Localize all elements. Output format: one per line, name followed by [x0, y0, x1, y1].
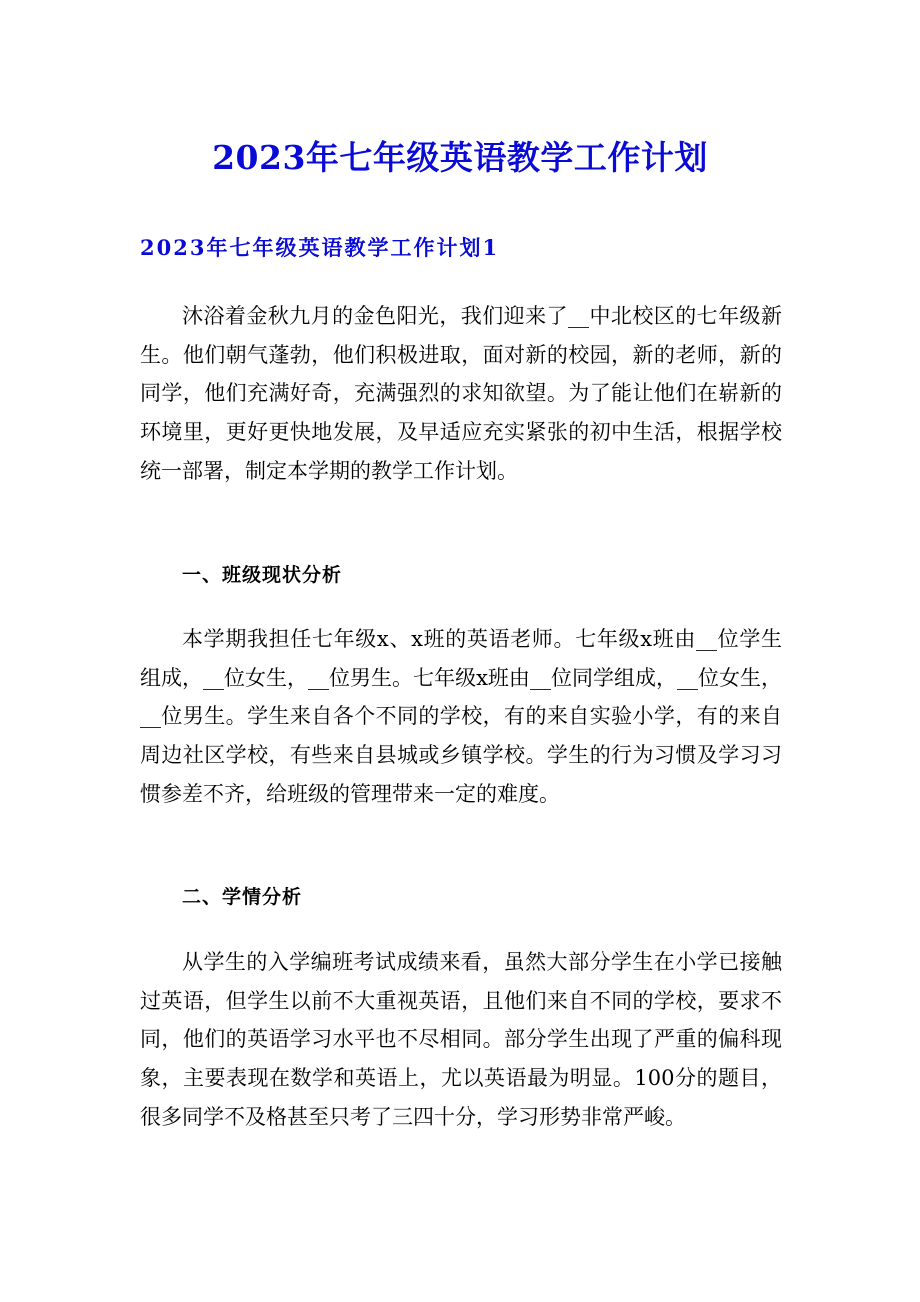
- paragraph-class-analysis: 本学期我担任七年级x、x班的英语老师。七年级x班由__位学生组成，__位女生，__位男生。七年级x班由__位同学组成，__位女生，__位男生。学生来自各个不同的学校，有的来自实验小学，有的来自周边社区学校，有些来自县城或乡镇学校。学生的行为习惯及学习习惯参差不齐，给班级的管理带来一定的难度。: [140, 627, 782, 806]
- subheading-class-analysis: 一、班级现状分析: [182, 564, 343, 586]
- section-heading: 2023年七年级英语教学工作计划1: [140, 235, 500, 260]
- paragraph-student-analysis: 从学生的入学编班考试成绩来看，虽然大部分学生在小学已接触过英语，但学生以前不大重视英语，且他们来自不同的学校，要求不同，他们的英语学习水平也不尽相同。部分学生出现了严重的偏科现象，主要表现在数学和英语上，尤以英语最为明显。100分的题目，很多同学不及格甚至只考了三四十分，学习形势非常严峻。: [140, 950, 782, 1129]
- document-title: 2023年七年级英语教学工作计划: [212, 138, 708, 177]
- subheading-student-analysis: 二、学情分析: [182, 886, 303, 908]
- paragraph-intro: 沐浴着金秋九月的金色阳光，我们迎来了__中北校区的七年级新生。他们朝气蓬勃，他们积极进取，面对新的校园，新的老师，新的同学，他们充满好奇，充满强烈的求知欲望。为了能让他们在崭新的环境里，更好更快地发展，及早适应充实紧张的初中生活，根据学校统一部署，制定本学期的教学工作计划。: [140, 304, 782, 483]
